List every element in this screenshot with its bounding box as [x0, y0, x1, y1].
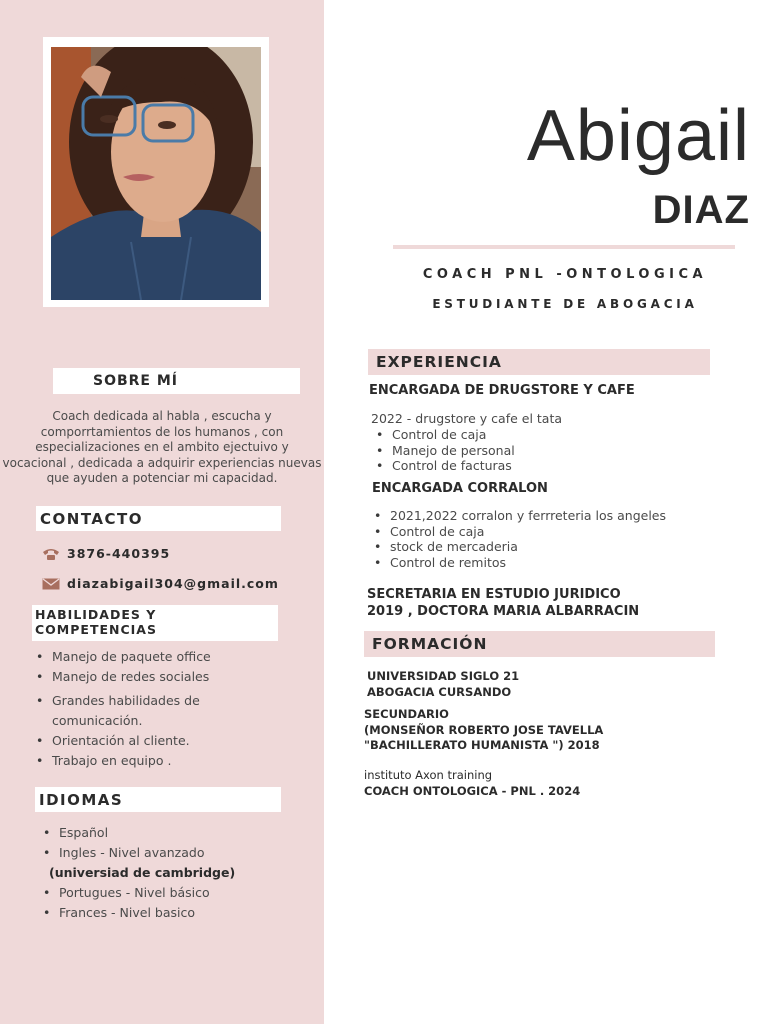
job-item: • Control de caja — [374, 524, 694, 540]
job-subtitle-3: 2019 , DOCTORA MARIA ALBARRACIN — [367, 604, 640, 619]
contact-phone — [42, 546, 170, 561]
education-entry-3 — [364, 768, 580, 799]
education-entry-1 — [367, 669, 519, 700]
profile-photo-frame — [43, 37, 269, 307]
education-entry-2 — [364, 707, 603, 754]
role-line-2: ESTUDIANTE DE ABOGACIA — [432, 297, 698, 311]
job-item: • Control de remitos — [374, 555, 694, 571]
name-divider — [393, 245, 735, 249]
education-line: (MONSEÑOR ROBERTO JOSE TAVELLA — [364, 722, 604, 737]
job-item: • stock de mercaderia — [374, 539, 694, 555]
job-1-list — [376, 427, 676, 474]
sidebar — [0, 0, 324, 1024]
skill-item: • Orientación al cliente. — [36, 731, 236, 751]
job-item: • 2021,2022 corralon y ferrreteria los angeles — [374, 508, 694, 524]
phone-number[interactable]: 3876-440395 — [67, 546, 171, 561]
role-line-1: COACH PNL -ONTOLOGICA — [422, 267, 708, 282]
skill-item: • Grandes habilidades de comunicación. — [36, 691, 236, 731]
contact-heading: CONTACTO — [36, 506, 281, 531]
contact-email — [42, 576, 279, 591]
language-item: • Español — [43, 823, 303, 843]
job-2-list — [374, 508, 694, 570]
education-line: COACH ONTOLOGICA - PNL . 2024 — [364, 783, 581, 798]
languages-heading: IDIOMAS — [35, 787, 281, 812]
about-text: Coach dedicada al habla , escucha y comporrtamientos de los humanos , con especializaciones en el ambito ejectuivo y vocacional , dedicada a adquirir experiencias nuevas que ayuden a potenciar mi capacidad. — [2, 409, 322, 485]
education-line: "BACHILLERATO HUMANISTA ") 2018 — [364, 738, 600, 752]
job-detail-1: 2022 - drugstore y cafe el tata — [371, 411, 563, 426]
last-name: DIAZ — [652, 188, 750, 232]
job-item: • Control de caja — [376, 427, 676, 443]
language-item: • Frances - Nivel basico — [43, 903, 303, 923]
job-title-1: ENCARGADA DE DRUGSTORE Y CAFE — [369, 383, 635, 398]
languages-list — [43, 823, 303, 923]
language-note: (universiad de cambridge) — [49, 865, 236, 880]
skills-list — [36, 647, 236, 771]
education-line: SECUNDARIO — [364, 707, 449, 721]
first-name: Abigail — [526, 96, 750, 176]
skill-item: • Trabajo en equipo . — [36, 751, 236, 771]
education-line: ABOGACIA CURSANDO — [367, 684, 512, 699]
education-line: UNIVERSIDAD SIGLO 21 — [367, 669, 520, 683]
portrait-illustration — [51, 47, 261, 300]
skill-item: • Manejo de paquete office — [36, 647, 236, 667]
skill-item: • Manejo de redes sociales — [36, 667, 236, 687]
job-title-2: ENCARGADA CORRALON — [372, 481, 548, 496]
job-title-3: SECRETARIA EN ESTUDIO JURIDICO — [367, 587, 621, 602]
language-item: • Portugues - Nivel básico — [43, 883, 303, 903]
language-item: • Ingles - Nivel avanzado — [43, 843, 303, 863]
profile-photo — [51, 47, 261, 300]
education-heading: FORMACIÓN — [364, 631, 715, 657]
telephone-icon — [42, 548, 60, 560]
email-address[interactable]: diazabigail304@gmail.com — [67, 576, 279, 591]
job-item: • Manejo de personal — [376, 443, 676, 459]
education-line: instituto Axon training — [364, 768, 493, 782]
job-item: • Control de facturas — [376, 458, 676, 474]
experience-heading: EXPERIENCIA — [368, 349, 710, 375]
skills-heading: HABILIDADES Y COMPETENCIAS — [32, 605, 278, 641]
about-heading: SOBRE MÍ — [53, 368, 300, 394]
envelope-icon — [42, 578, 60, 590]
